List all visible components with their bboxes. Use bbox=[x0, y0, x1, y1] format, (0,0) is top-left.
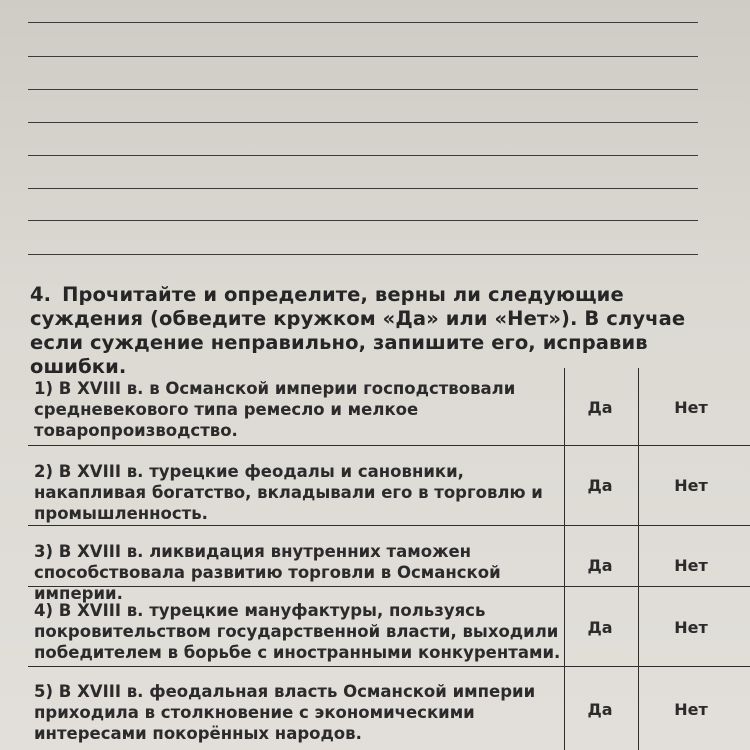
task-number: 4. bbox=[30, 283, 52, 306]
yes-option-5[interactable]: Да bbox=[587, 700, 613, 719]
task-instruction bbox=[30, 283, 720, 379]
answer-line bbox=[28, 254, 698, 255]
answer-line bbox=[28, 220, 698, 221]
no-option-3[interactable]: Нет bbox=[674, 556, 708, 575]
answer-line bbox=[28, 22, 698, 23]
answer-line bbox=[28, 188, 698, 189]
yes-option-4[interactable]: Да bbox=[587, 618, 613, 637]
statement-4: 4) В XVIII в. турецкие мануфактуры, пользуясь покровительством государственной власти, выходили победителем в борьбе с иностранными конкурентами. bbox=[34, 601, 561, 662]
no-option-5[interactable]: Нет bbox=[674, 700, 708, 719]
answer-line bbox=[28, 122, 698, 123]
no-option-1[interactable]: Нет bbox=[674, 398, 708, 417]
answer-line bbox=[28, 89, 698, 90]
no-option-4[interactable]: Нет bbox=[674, 618, 708, 637]
statement-1: 1) В XVIII в. в Османской империи господствовали средневекового типа ремесло и мелкое товаропроизводство. bbox=[34, 379, 516, 440]
yes-option-2[interactable]: Да bbox=[587, 476, 613, 495]
no-option-2[interactable]: Нет bbox=[674, 476, 708, 495]
task-text: Прочитайте и определите, верны ли следующие суждения (обведите кружком «Да» или «Нет»). В случае если суждение неправильно, запишите его, исправив ошибки. bbox=[30, 283, 686, 378]
answer-line bbox=[28, 155, 698, 156]
statement-2: 2) В XVIII в. турецкие феодалы и сановники, накапливая богатство, вкладывали его в торговлю и промышленность. bbox=[34, 462, 543, 523]
statement-3: 3) В XVIII в. ликвидация внутренних таможен способствовала развитию торговли в Османской империи. bbox=[34, 542, 501, 603]
answer-line bbox=[28, 56, 698, 57]
statements-table bbox=[28, 368, 750, 750]
table-divider bbox=[28, 445, 750, 446]
table-divider bbox=[28, 525, 750, 526]
yes-option-3[interactable]: Да bbox=[587, 556, 613, 575]
table-divider bbox=[28, 666, 750, 667]
statement-5: 5) В XVIII в. феодальная власть Османской империи приходила в столкновение с экономическими интересами покорённых народов. bbox=[34, 682, 536, 743]
yes-option-1[interactable]: Да bbox=[587, 398, 613, 417]
table-column-divider bbox=[638, 368, 639, 750]
